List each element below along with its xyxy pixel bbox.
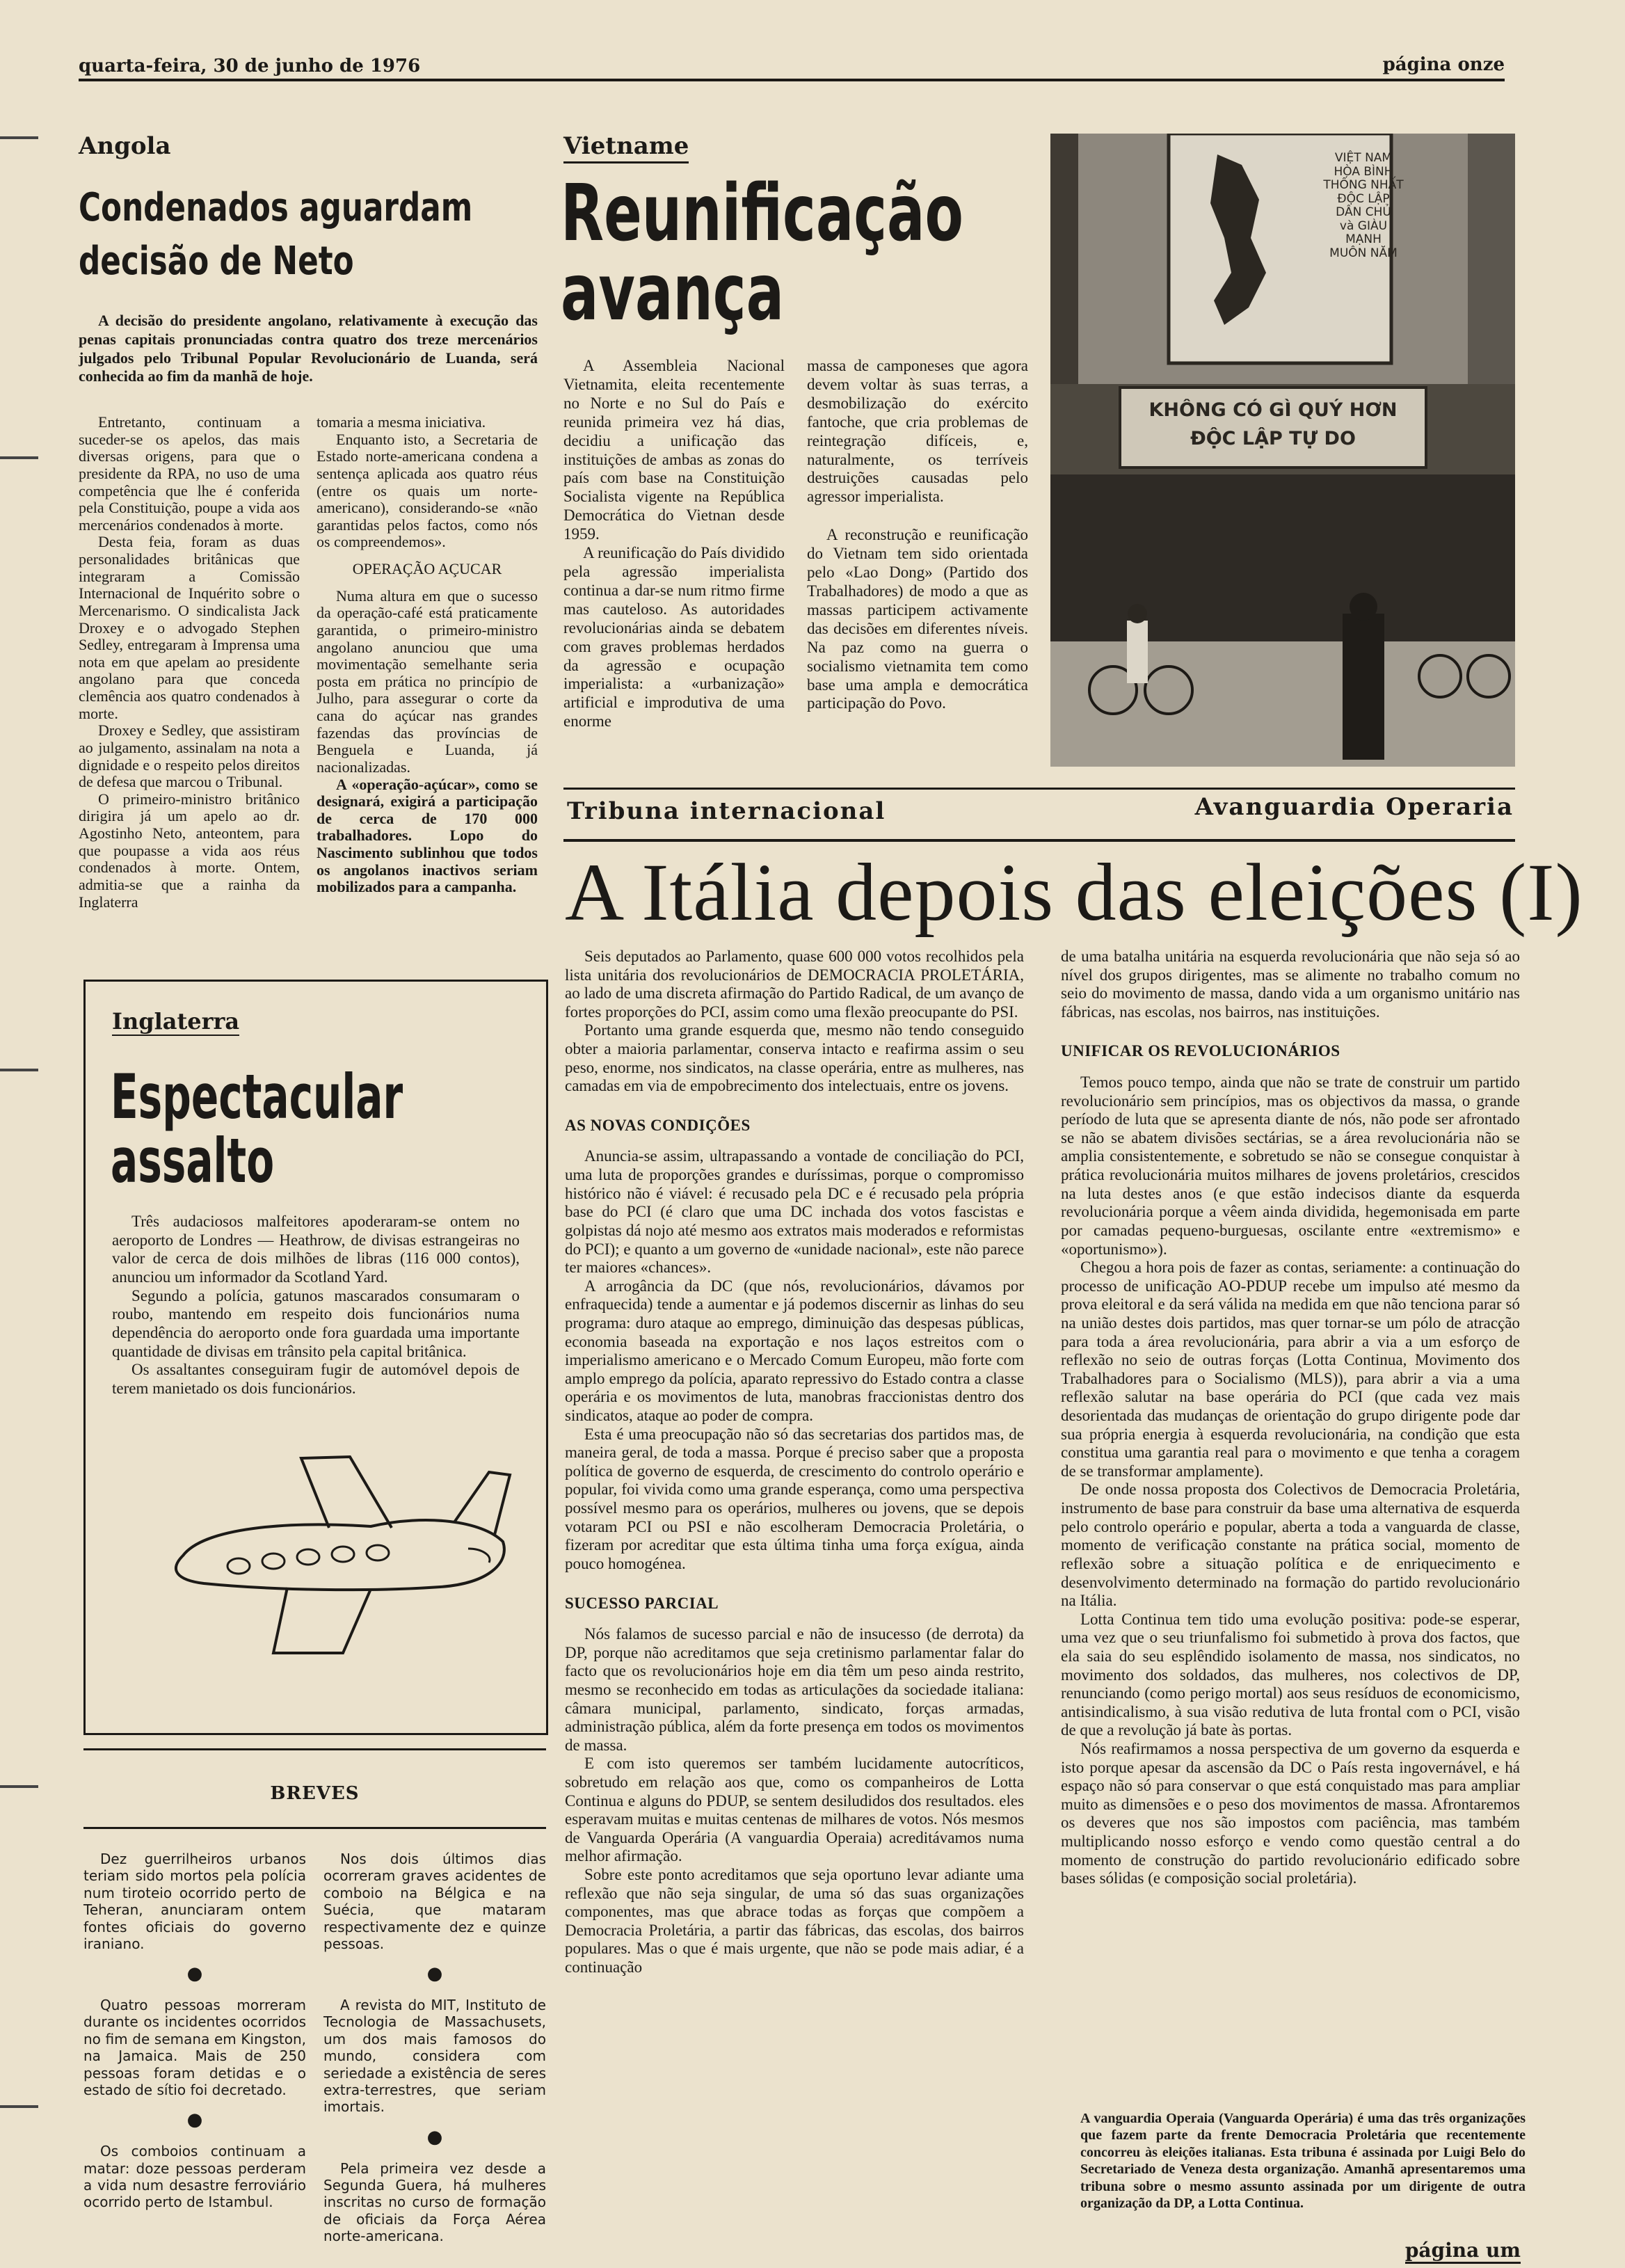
inglaterra-kicker: Inglaterra [112,1008,240,1035]
italia-para: Nós reafirmamos a nossa perspectiva de um governo da esquerda e isto porque apesar da ascensão da DC o País resta ingovernável, e há espaço não só para conservar o que está conquistado mas para ampliar muito as dimensões e o peso dos movimentos de massa. Afrontaremos os deveres que nos são impostos com paciência, mas também multiplicando nosso esforço e vendo como questão central a do momento de construção do partido revolucionário edificado sobre bases sólidas (e composição social proletária). [1061,1739,1520,1887]
inglaterra-headline-line1: Espectacular [111,1061,403,1133]
binder-mark [0,1785,38,1788]
header-page-number: página onze [1382,54,1505,75]
section-top-rule [563,788,1515,790]
header-rule [79,79,1505,81]
italia-para: Lotta Continua tem tido uma evolução positiva: pode-se esperar, uma vez que o seu triunfalismo foi submetido à prova dos factos, que ela saia do seu esplêndido isolamento de massa, nos sindicatos, no movimento dos soldados, das mulheres, nos colectivos de DP, renunciando (como perigo mortal) aos seus resíduos de economicismo, antisindicalismo, à sua visão redutiva de luta frontal com o PCI, visão de que a revolução já bate às portas. [1061,1610,1520,1739]
vietname-headline-line1: Reunificação [561,168,963,259]
italia-para: Portanto uma grande esquerda que, mesmo não tendo conseguido obter a maioria parlamentar, conserva intacto e reafirma assim o seu peso, enorme, nos sindicatos, na classe operária, entre as mulheres, nas camadas em via de empobrecimento dos intelectuais, entre os jovens. [565,1021,1024,1095]
vietname-para: A Assembleia Nacional Vietnamita, eleita recentemente no Norte e no Sul do País e reunida primeira vez há dias, decidiu a unificação das instituições de ambas as zonas do país com base na Constituição Socialista vigente na República Democrática do Vietnan desde 1959. [563,357,785,543]
italia-column-1 [565,948,1024,1977]
sign-line: ĐỘC LẬP [1337,191,1390,206]
header-date: quarta-feira, 30 de junho de 1976 [79,56,421,77]
italia-title: A Itália depois das eleições (I) [565,847,1583,938]
angola-kicker: Angola [79,132,171,160]
italia-para: E com isto queremos ser também lucidamente autocríticos, sobretudo em relação aos que, como os companheiros de Lotta Continua e alguns do PDUP, se sentem desiludidos dos resultados. eles esperavam muitas e muitas centenas de milhares de votos. Nós mesmos de Vanguarda Operária (A vanguardia Operaia) acreditávamos numa melhor afirmação. [565,1755,1024,1865]
photo-sign-text [1322,152,1405,260]
italia-para: Seis deputados ao Parlamento, quase 600 000 votos recolhidos pela lista unitária dos revolucionários de DEMOCRACIA PROLETÁRIA, ao lado de uma discreta afirmação do Partido Radical, de um avanço de fortes proporções do PCI, assim como uma flexão preocupante do PSI. [565,948,1024,1021]
angola-subhead: OPERAÇÃO AÇUCAR [352,560,502,577]
italia-subhead: SUCESSO PARCIAL [565,1594,719,1612]
sign-line: MUÔN NĂM [1329,246,1398,260]
vietname-para: massa de camponeses que agora devem voltar às suas terras, a desmobilização do exército fantoche, que cria problemas de reintegração difíceis, e, naturalmente, os terríveis destruições causadas pelo agressor imperialista. [807,357,1028,506]
photo-banner-text [1127,397,1419,453]
inglaterra-para: Três audaciosos malfeitores apoderaram-se ontem no aeroporto de Londres — Heathrow, de divisas estrangeiras no valor de cerca de dois milhões de libras (116 000 contos), anunciou um informador da Scotland Yard. [112,1213,520,1286]
binder-mark [0,1069,38,1071]
italia-para: Esta é uma preocupação não só das secretarias dos partidos mas, de maneira geral, de toda a massa. Porque é preciso saber que a proposta política de governo de esquerda, de crescimento do controlo operário e popular, foi vivida como uma grande esperança, como uma perspectiva possível mesmo para os operários, mulheres ou jovens, que se depois votaram PCI ou PSI e não escolheram Democracia Proletária, o fizeram por acreditar que esta última tinha uma força exígua, ainda pouco homogénea. [565,1425,1024,1572]
italia-para: Temos pouco tempo, ainda que não se trate de construir um partido revolucionário sem princípios, mas os objectivos da massa, o grande período de luta que se apresenta diante de nós, não pode ser afrontado se não se abatem divisões sectárias, se a área revolucionária não se amplia consistentemente, e sobretudo se não se consegue conquistar à prática revolucionária muitos milhares de jovens proletários, crescidos na luta destes anos (e que estão indecisos diante da esquerda revolucionária porque a vêem ainda dividida, hegemonisada em parte por camadas pequeno-burguesas, oscilante entre «extremismo» e «oportunismo»). [1061,1073,1520,1258]
angola-para: Desta feia, foram as duas personalidades britânicas que integraram a Comissão Internacional de Inquérito sobre o Mercenarismo. O sindicalista Jack Droxey e o advogado Stephen Sedley, entregaram à Imprensa uma nota em que apelam ao presidente angolano para que conceda clemência aos quatro condenados à morte. [79,533,300,722]
sign-line: THỐNG NHẤT [1323,178,1404,193]
inglaterra-box [83,980,548,1735]
angola-para: O primeiro-ministro britânico dirigira já um apelo ao dr. Agostinho Neto, anteontem, para que poupasse a vida aos réus condenados à morte. Ontem, admitia-se que a rainha da Inglaterra [79,790,300,911]
section-label-avanguardia: Avanguardia Operaria [1194,793,1514,821]
breves-right-column [323,1851,546,2244]
breve-item: A revista do MIT, Instituto de Tecnologia de Massachusets, um dos mais famosos do mundo, considera com seriedade a existência de seres extra-terrestres, que seriam imortais. [323,1997,546,2116]
bullet-icon: ● [426,2126,443,2148]
section-rule [563,839,1515,842]
inglaterra-text [112,1213,520,1398]
angola-para: tomaria a mesma iniciativa. [317,413,486,431]
italia-subhead: UNIFICAR OS REVOLUCIONÁRIOS [1061,1042,1340,1060]
breves-title: BREVES [270,1783,360,1804]
vietname-kicker: Vietname [563,132,689,163]
angola-column-2 [317,414,538,896]
airplane-drawing-icon [162,1444,524,1674]
italia-column-2 [1061,948,1520,1888]
breve-item: Quatro pessoas morreram durante os incidentes ocorridos no fim de semana em Kingston, na Jamaica. Mais de 250 pessoas foram detidas e o estado de sítio foi decretado. [83,1997,306,2099]
italia-para: De onde nossa proposta dos Colectivos de Democracia Proletária, instrumento de base para construir da base uma alternativa de esquerda pelo controlo operário e popular, aberta a toda a vanguarda de classe, momento de verificação constante na prática social, momento de reflexão sobre a situação política e de enriquecimento e desenvolvimento determinado na formação do partido revolucionário na Itália. [1061,1480,1520,1610]
banner-line: ĐỘC LẬP TỰ DO [1190,427,1356,449]
bullet-icon: ● [426,1963,443,1985]
italia-para: Anuncia-se assim, ultrapassando a vontade de conciliação do PCI, uma luta de proporções grandes e duríssimas, porque o compromisso histórico não é viável: é recusado pela DC e é recusado pela própria base do PCI (é claro que uma DC inchada dos votos fascistas e golpistas dá nojo até mesmo aos extratos mais moderados e reformistas do PCI); e quanto a um governo de «unidade nacional», este não parece ter maiores «chances». [565,1147,1024,1277]
angola-para: A «operação-açúcar», como se designará, exigirá a participação de cerca de 170 000 trabalhadores. Lopo do Nascimento sublinhou que todos os angolanos inactivos seriam mobilizados para a campanha. [317,775,538,896]
breve-item: Os comboios continuam a matar: doze pessoas perderam a vida num desastre ferroviário ocorrido perto de Istambul. [83,2143,306,2211]
angola-para: Enquanto isto, a Secretaria de Estado norte-americana condena a sentença aplicada aos quatro réus (entre os quais um norte-americano), considerando-se «não garantidas pelos factos, como nós os compreendemos». [317,430,538,551]
inglaterra-headline [111,1061,403,1197]
inglaterra-para: Os assaltantes conseguiram fugir de automóvel depois de terem manietado os dois funcionários. [112,1361,520,1398]
breves-left-column [83,1851,306,2211]
section-label-tribuna: Tribuna internacional [567,797,886,825]
italia-para: Chegou a hora pois de fazer as contas, seriamente: a continuação do processo de unificação AO-PDUP recebe um impulso até mesmo da prova eleitoral e da será válida na medida em que não tenciona parar só na união destes dois partidos, mas quer tornar-se um pólo de atracção para toda a área revolucionária, para abrir a via a um esforço de reflexão no seio de outras forças (Lotta Continua, Movimento dos Trabalhadores para o Socialismo (MLS)), para abrir a via a uma reflexão salutar na base operária do PCI (que cada vez mais desorientada das mudanças de orientação do grupo dirigente pode dar sua própria energia à esquerda revolucionária, na condição que esta constitua uma garantia real para o movimento e que tenha a coragem de se transformar amplamente). [1061,1259,1520,1480]
angola-para: Numa altura em que o sucesso da operação-café está praticamente garantida, o primeiro-ministro angolano anunciou que uma movimentação semelhante seria posta em prática no princípio de Julho, para assegurar o corte da cana do açúcar nas grandes fazendas das províncias de Benguela e Luanda, já nacionalizadas. [317,586,538,776]
vietname-column-2 [807,357,1028,713]
angola-lead-text: A decisão do presidente angolano, relativamente à execução das penas capitais pronunciadas contra quatro dos treze mercenários julgados pelo Tribunal Popular Revolucionário de Luanda, será conhecida ao fim da manhã de hoje. [79,312,538,385]
sign-line: DÂN CHỦ [1336,205,1391,220]
bullet-icon: ● [186,1963,203,1985]
italia-para: Nós falamos de sucesso parcial e não de insucesso (de derrota) da DP, porque não acreditamos que seja cretinismo parlamentar falar do facto que os revolucionários hoje em dia têm um peso ainda restrito, mesmo se reconhecido em todas as articulações da sociedade italiana: câmara municipal, parlamento, sindicato, forças armadas, administração pública, além da forte presença em todos os movimentos de massa. [565,1625,1024,1754]
vietname-headline-line2: avança [561,248,785,339]
breve-item: Pela primeira vez desde a Segunda Guera, há mulheres inscritas no curso de formação de oficiais da Força Aérea norte-americana. [323,2159,546,2245]
vietname-column-1 [563,357,785,731]
breve-item: Dez guerrilheiros urbanos teriam sido mortos pela polícia num tiroteio ocorrido perto de Teheran, anunciaram ontem fontes oficiais do governo iraniano. [83,1851,306,1952]
banner-line: KHÔNG CÓ GÌ QUÝ HƠN [1148,399,1398,421]
angola-para: Droxey e Sedley, que assistiram ao julgamento, assinalam na nota a dignidade e o respeito pelos direitos de defesa que marcou o Tribunal. [79,721,300,791]
angola-headline-line1: Condenados aguardam [79,185,473,230]
binder-mark [0,136,38,139]
vietname-headline [561,168,963,339]
inglaterra-para: Segundo a polícia, gatunos mascarados consumaram o roubo, mantendo em respeito dois funcionários numa dependência do aeroporto onde fora guardada uma importante quantidade de divisas em trânsito pela capital britânica. [112,1286,520,1360]
italia-para: de uma batalha unitária na esquerda revolucionária que não seja só ao nível dos grupos dirigentes, mas se alimente no trabalho comum no seio do movimento de massa, dando vida a um organismo unitário nas fábricas, nas escolas, nos bairros, nas instituições. [1061,948,1520,1021]
angola-para: Entretanto, continuam a suceder-se os apelos, das mais diversas origens, para que o presidente da RPA, no uso de uma competência que lhe é conferida pela Constituição, poupe a vida aos mercenários condenados à morte. [79,413,300,534]
italia-author-note: A vanguardia Operaia (Vanguarda Operária) é uma das três organizações que fazem parte da frente Democracia Proletária que recentemente concorreu às eleições italianas. Esta tribuna é assinada por Luigi Belo do Secretariado de Veneza desta organização. Amanhã apresentaremos uma tribuna sobre o mesmo assunto assinada por um dirigente de outra organização da DP, a Lotta Continua. [1080,2111,1526,2211]
italia-subhead: AS NOVAS CONDIÇÕES [565,1116,751,1134]
vietname-para: A reconstrução e reunificação do Vietnam tem sido orientada pelo «Lao Dong» (Partido dos Trabalhadores) de modo a que as massas participem activamente das decisões em diferentes níveis. Na paz como na guerra o socialismo vietnamita tem como base uma ampla e democrática participação do Povo. [807,526,1028,712]
breve-item: Nos dois últimos dias ocorreram graves acidentes de comboio na Bélgica e na Suécia, que mataram respectivamente dez e quinze pessoas. [323,1851,546,1952]
italia-para: A arrogância da DC (que nós, revolucionários, dávamos por enfraquecida) tende a aumentar e já podemos discernir as linhas do seu programa: duro ataque ao emprego, diminuição das despesas públicas, economia baseada na exportação e nos laços estreitos com o imperialismo americano e o Mercado Comum Europeu, mão forte com amplo emprego da polícia, aparato repressivo do Estado contra a classe operária e os movimentos de luta, manobras fraccionistas dentro dos sindicatos, ataque ao poder de compra. [565,1277,1024,1425]
angola-lead [79,312,538,386]
breves-top-rule [83,1748,546,1750]
sign-line: và GIÀU MẠNH [1339,218,1388,247]
vietnam-street-photo [1050,134,1515,767]
bullet-icon: ● [186,2109,203,2131]
binder-mark [0,456,38,459]
vietname-para: A reunificação do País dividido pela agressão imperialista continua a dar-se num ritmo firme mas cauteloso. As autoridades revolucionárias ainda se debatem com graves problemas herdados da agressão e ocupação imperialista: a «urbanização» artificial e improdutiva de uma enorme [563,544,785,730]
binder-mark [0,2105,38,2108]
italia-para: Sobre este ponto acreditamos que seja oportuno levar adiante uma reflexão que não seja singular, de uma só das suas organizações componentes, mas que abrace todas as forças que compõem a Democracia Proletária, a partir das fábricas, das escolas, dos bairros populares. Mas o que é mais urgente, que não se pode mais adiar, é a continuação [565,1866,1024,1976]
angola-column-1 [79,414,300,911]
sign-line: HÒA BÌNH [1334,164,1393,179]
sign-line: VIỆT NAM [1334,151,1393,165]
inglaterra-headline-line2: assalto [111,1124,275,1197]
footer-page-number: página um [1405,2239,1521,2264]
breves-rule [83,1827,546,1829]
angola-headline-line2: decisão de Neto [79,238,354,284]
angola-headline [79,186,472,283]
